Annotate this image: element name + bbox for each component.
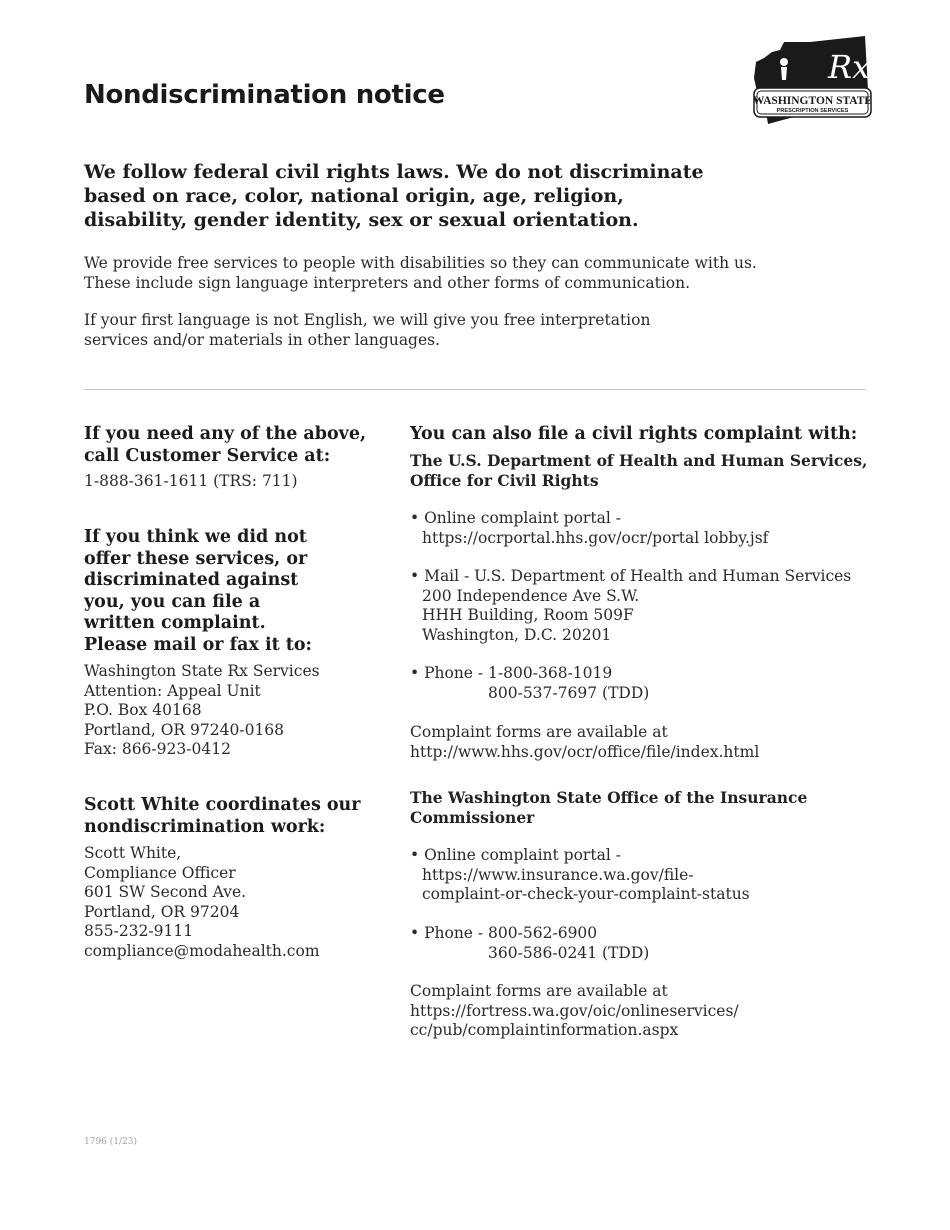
coordinator-heading: Scott White coordinates our nondiscrimination work: [84,795,361,837]
oic-forms-link[interactable]: https://fortress.wa.gov/oic/onlineservices/ [410,1001,739,1020]
complaint-heading: If you think we did not offer these services, or discriminated against you, you can file a written complaint. Please mail or fax it to: [84,527,313,655]
hhs-online-portal: • Online complaint portal - https://ocrportal.hhs.gov/ocr/portal lobby.jsf [410,509,769,547]
hhs-office-name: The U.S. Department of Health and Human Services, Office for Civil Rights [410,451,868,490]
language-services-paragraph: If your first language is not English, we will give you free interpretation services and/or materials in other languages. [84,311,651,349]
civil-rights-statement: We follow federal civil rights laws. We do not discriminate based on race, color, national origin, age, religion, disability, gender identity, sex or sexual orientation. [84,161,704,231]
washington-state-rx-logo [750,34,874,130]
oic-online-portal: • Online complaint portal - https://www.insurance.wa.gov/file- complaint-or-check-your-complaint-status [410,846,750,903]
logo-line-1: WASHINGTON STATE [752,95,873,107]
page-title: Nondiscrimination notice [84,80,445,110]
hhs-forms-link[interactable]: http://www.hhs.gov/ocr/office/file/index.html [410,742,760,761]
disability-services-paragraph: We provide free services to people with disabilities so they can communicate with us. These include sign language interpreters and other forms of communication. [84,254,757,292]
oic-portal-link[interactable]: https://www.insurance.wa.gov/file- [422,865,694,884]
oic-phone: • Phone - 800-562-6900 360-586-0241 (TDD) [410,924,650,962]
oic-office-name: The Washington State Office of the Insurance Commissioner [410,788,808,827]
oic-complaint-forms: Complaint forms are available at https://fortress.wa.gov/oic/onlineservices/ cc/pub/complaintinformation.aspx [410,982,739,1039]
complaint-mailing-address: Washington State Rx Services Attention: Appeal Unit P.O. Box 40168 Portland, OR 97240-0168 Fax: 866-923-0412 [84,662,320,758]
logo-rx-text: Rx [828,48,871,86]
hhs-mail-address: • Mail - U.S. Department of Health and Human Services 200 Independence Ave S.W. HHH Building, Room 509F Washington, D.C. 20201 [410,567,852,644]
section-divider [84,389,866,390]
hhs-phone: • Phone - 1-800-368-1019 800-537-7697 (TDD) [410,664,650,702]
hhs-complaint-forms: Complaint forms are available at http://www.hhs.gov/ocr/office/file/index.html [410,723,760,761]
customer-service-heading: If you need any of the above, call Customer Service at: [84,424,367,466]
coordinator-contact: Scott White, Compliance Officer 601 SW Second Ave. Portland, OR 97204 855-232-9111 compliance@modahealth.com [84,844,320,960]
external-complaint-heading: You can also file a civil rights complaint with: [410,424,858,444]
hhs-portal-link[interactable]: https://ocrportal.hhs.gov/ocr/portal lobby.jsf [422,528,769,547]
customer-service-phone: 1-888-361-1611 (TRS: 711) [84,472,298,490]
form-code: 1796 (1/23) [84,1137,137,1147]
logo-line-2: PRESCRIPTION SERVICES [776,108,849,114]
